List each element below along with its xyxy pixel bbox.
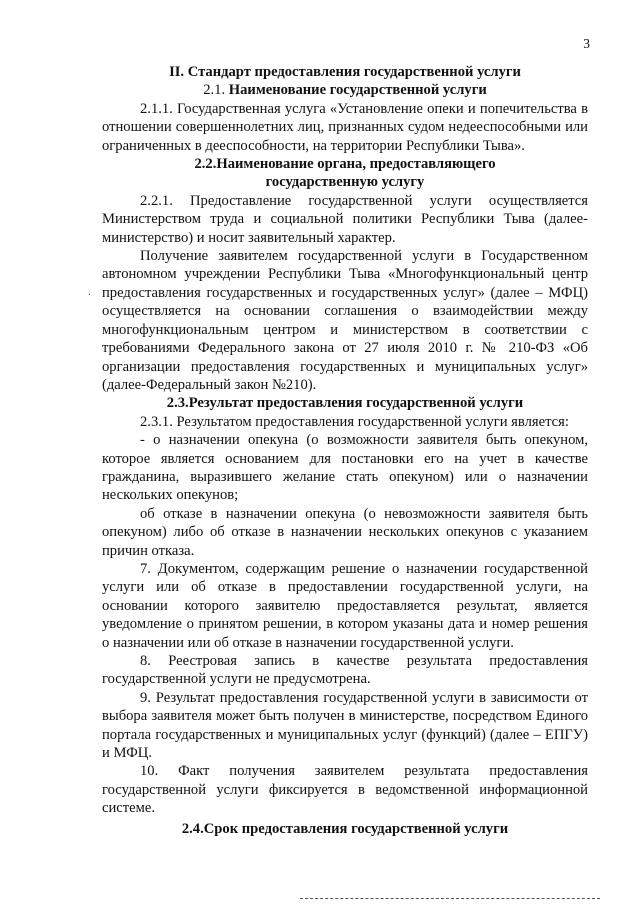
paragraph-9: 9. Результат предоставления государственной услуги в зависимости от выбора заявителя может быть получен в министерстве, посредством Единого портала государственных и муниципальных услуг (функций) (далее – ЕПГУ) и МФЦ. — [102, 689, 588, 762]
list-item-refusal: об отказе в назначении опекуна (о невозможности заявителя быть опекуном) либо об отказе в назначении нескольких опекунов с указанием причин отказа. — [102, 505, 588, 559]
subsection-2-3-heading: 2.3.Результат предоставления государственной услуги — [166, 395, 524, 412]
footer-scan-line — [300, 898, 600, 899]
subsection-2-1-heading — [102, 81, 588, 99]
margin-mark: . — [88, 286, 91, 298]
document-body — [102, 63, 588, 838]
paragraph-2-3-1: 2.3.1. Результатом предоставления государственной услуги является: — [140, 413, 569, 430]
page-number: 3 — [583, 36, 590, 51]
paragraph-10: 10. Факт получения заявителем результата предоставления государственной услуги фиксируется в ведомственной информационной системе. — [102, 763, 588, 817]
section-title: II. Стандарт предоставления государственной услуги — [169, 64, 521, 80]
paragraph-7: 7. Документом, содержащим решение о назначении государственной услуги или об отказе в предоставлении государственной услуги, на основании которого заявителю предоставляется результат, является уведомление о принятом решении, в котором указаны дата и номер решения о назначении или об отказе в назначении государственной услуги. — [102, 560, 588, 651]
subsection-2-1-number: 2.1. — [203, 82, 229, 99]
subsection-2-4-heading: 2.4.Срок предоставления государственной услуги — [181, 820, 509, 837]
paragraph-2-1-1: 2.1.1. Государственная услуга «Установление опеки и попечительства в отношении совершеннолетних лиц, признанных судом недееспособными или ограниченных в дееспособности, на территории Республики Тыва». — [102, 100, 588, 154]
subsection-2-1-title: Наименование государственной услуги — [228, 82, 487, 99]
paragraph-2-2-1: 2.2.1. Предоставление государственной услуги осуществляется Министерством труда и социальной политики Республики Тыва (далее-министерство) и носит заявительный характер. — [102, 192, 588, 246]
subsection-2-2-heading: 2.2.Наименование органа, предоставляющего государственную услугу — [194, 156, 496, 191]
list-item-appointment: - о назначении опекуна (о возможности заявителя быть опекуном, которое является основанием для постановки его на учет в качестве гражданина, выразившего желание стать опекуном) или о назначении нескольких опекунов; — [102, 432, 588, 504]
paragraph-8: 8. Реестровая запись в качестве результата предоставления государственной услуги не предусмотрена. — [102, 653, 588, 688]
paragraph-2-2-2: Получение заявителем государственной услуги в Государственном автономном учреждении Республики Тыва «Многофункциональный центр предоставления государственных и государственных услуг» (далее – МФЦ) осуществляется на основании соглашения о взаимодействии между многофункциональным центром и министерством в соответствии с требованиями Федерального закона от 27 июля 2010 г. № 210-ФЗ «Об организации предоставления государственных и муниципальных услуг» (далее-Федеральный закон №210). — [102, 248, 588, 393]
